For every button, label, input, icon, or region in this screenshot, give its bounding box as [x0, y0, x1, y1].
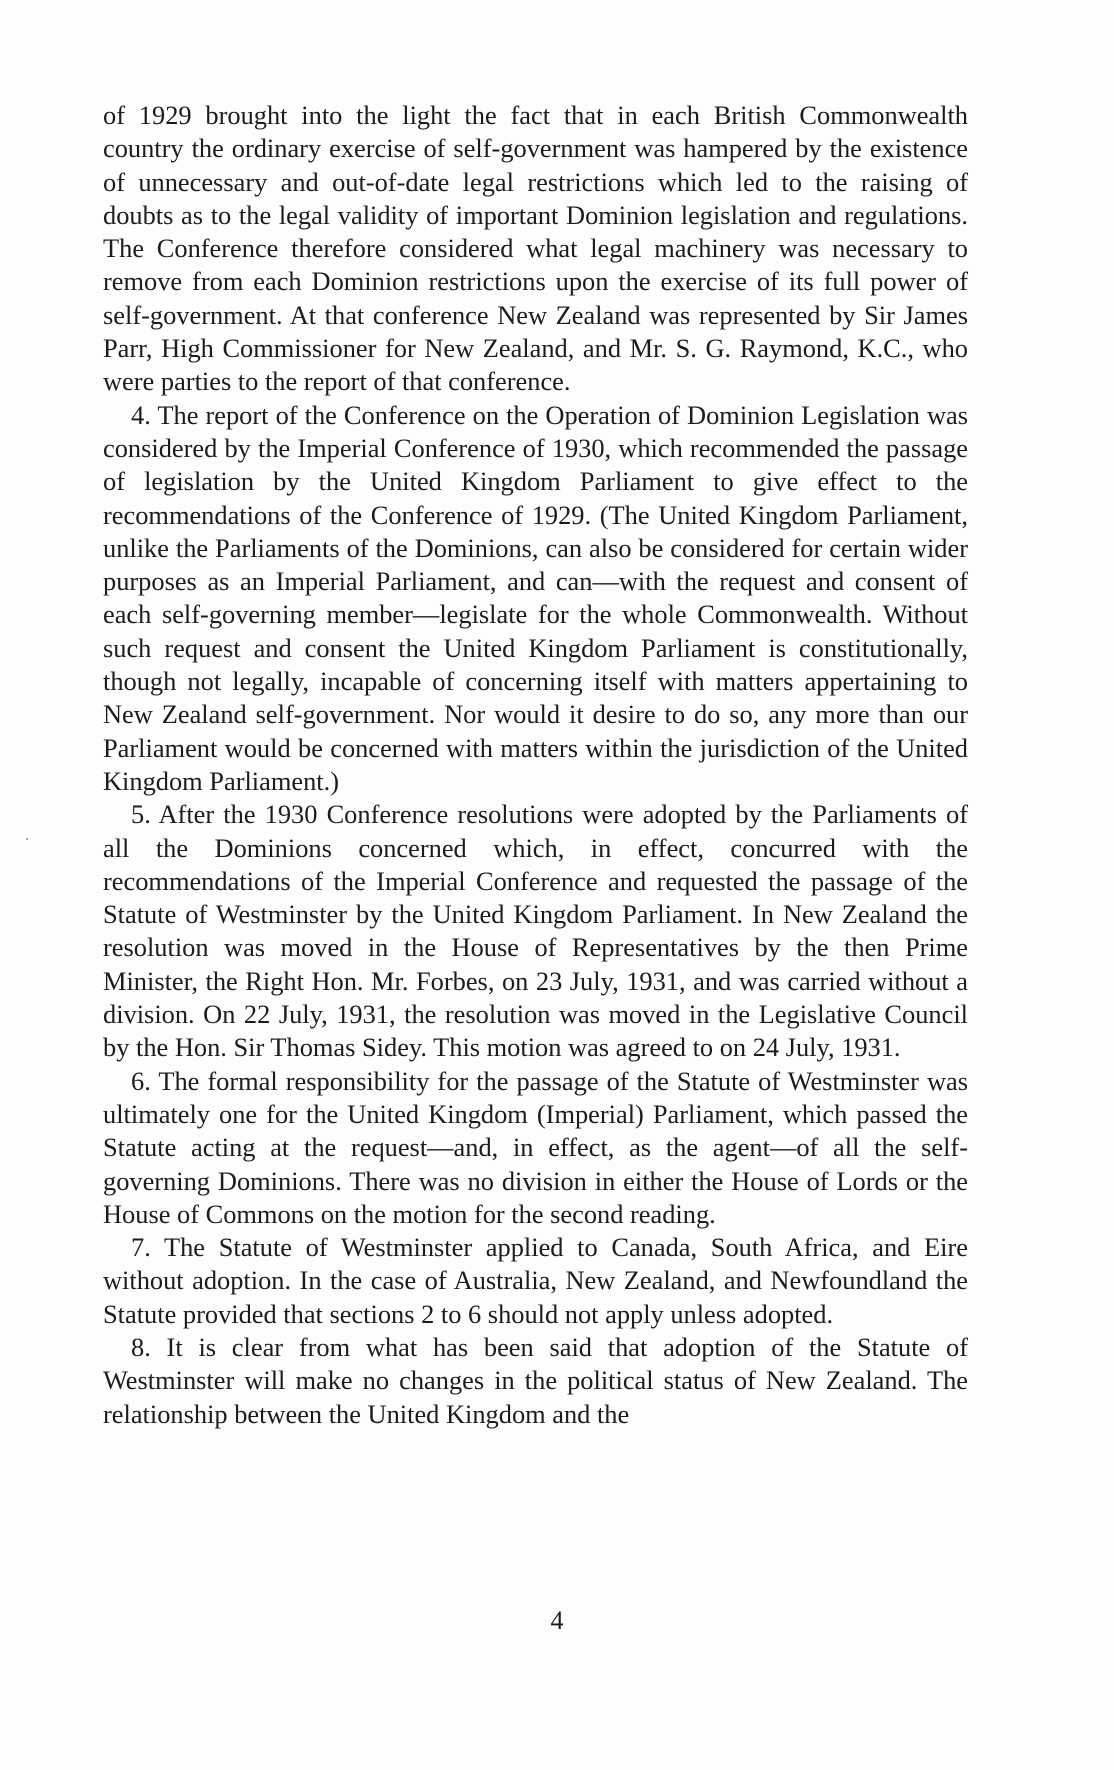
paragraph-4: 4. The report of the Conference on the Operation of Dominion Legislation was considered by the Imperial Conference of 1930, which recommended the passage of legislation by the United Kingdom Parliament to give effect to the recommendations of the Conference of 1929. (The United Kingdom Parliament, unlike the Parliaments of the Dominions, can also be considered for certain wider purposes as an Imperial Parliament, and can—with the request and consent of each self-governing member—legislate for the whole Commonwealth. Without such request and consent the United Kingdom Parliament is constitutionally, though not legally, incapable of concerning itself with matters appertaining to New Zealand self-government. Nor would it desire to do so, any more than our Parliament would be concerned with matters within the jurisdiction of the United Kingdom Parliament.)	[103, 399, 968, 796]
paragraph-6: 6. The formal responsibility for the passage of the Statute of Westminster was ultimately one for the United Kingdom (Imperial) Parliament, which passed the Statute acting at the request—and, in effect, as the agent—of all the self-governing Dominions. There was no division in either the House of Lords or the House of Commons on the motion for the second reading.	[103, 1065, 968, 1229]
paragraph-continued: of 1929 brought into the light the fact that in each British Commonwealth country the ordinary exercise of self-government was hampered by the existence of unnecessary and out-of-date legal restrictions which led to the raising of doubts as to the legal validity of important Dominion legislation and regulations. The Conference therefore considered what legal machinery was necessary to remove from each Dominion restrictions upon the exercise of its full power of self-government. At that conference New Zealand was represented by Sir James Parr, High Commissioner for New Zealand, and Mr. S. G. Raymond, K.C., who were parties to the report of that conference.	[103, 100, 968, 397]
body-text	[103, 99, 968, 1431]
page-number: 4	[550, 1606, 564, 1635]
scan-speck	[26, 838, 28, 840]
paragraph-5: 5. After the 1930 Conference resolutions were adopted by the Parliaments of all the Dominions concerned which, in effect, concurred with the recommendations of the Imperial Conference and requested the passage of the Statute of Westminster by the United Kingdom Parliament. In New Zealand the resolution was moved in the House of Representatives by the then Prime Minister, the Right Hon. Mr. Forbes, on 23 July, 1931, and was carried without a division. On 22 July, 1931, the resolution was moved in the Legislative Council by the Hon. Sir Thomas Sidey. This motion was agreed to on 24 July, 1931.	[103, 799, 968, 1063]
paragraph-7: 7. The Statute of Westminster applied to Canada, South Africa, and Eire without adoption. In the case of Australia, New Zealand, and Newfoundland the Statute provided that sections 2 to 6 should not apply unless adopted.	[103, 1232, 968, 1329]
paragraph-8: 8. It is clear from what has been said that adoption of the Statute of Westminster will make no changes in the political status of New Zealand. The relationship between the United Kingdom and the	[103, 1331, 968, 1429]
